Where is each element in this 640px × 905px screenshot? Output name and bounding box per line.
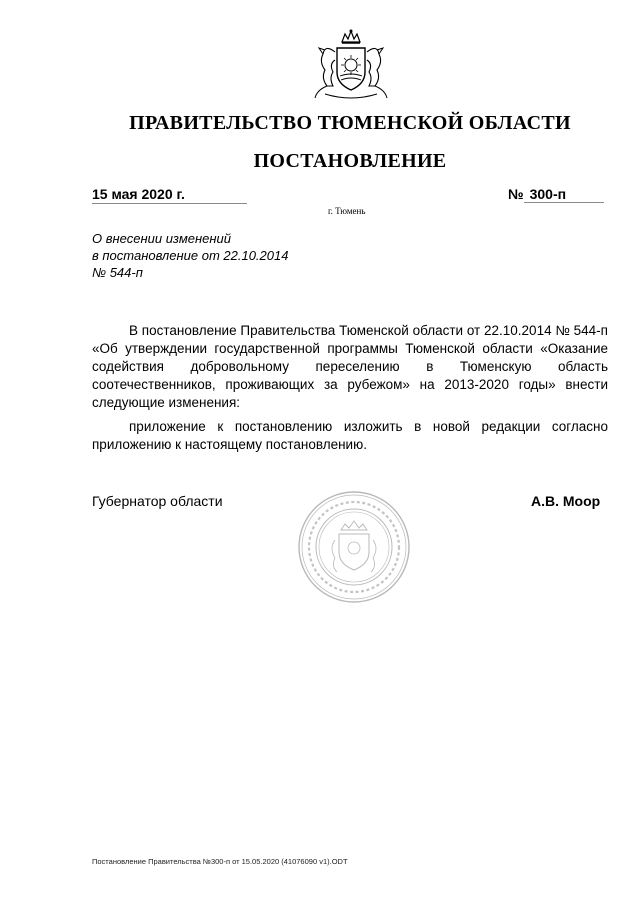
document-subject: [92, 230, 352, 281]
document-date: 15 мая 2020 г.: [92, 186, 247, 204]
coat-of-arms-icon: [309, 28, 393, 104]
city: г. Тюмень: [328, 206, 366, 216]
footer-file-info: Постановление Правительства №300-п от 15.05.2020 (41076090 v1).ODT: [92, 857, 348, 866]
number-value: 300-п: [529, 186, 567, 202]
number-sign: №: [508, 186, 524, 202]
official-seal-icon: [297, 490, 411, 604]
signer-name: А.В. Моор: [531, 493, 601, 509]
body-paragraph: приложение к постановлению изложить в новой редакции согласно приложению к настоящему постановлению.: [92, 419, 608, 452]
government-name: ПРАВИТЕЛЬСТВО ТЮМЕНСКОЙ ОБЛАСТИ: [129, 112, 571, 134]
subject-line: О внесении изменений: [92, 231, 231, 246]
document-type: ПОСТАНОВЛЕНИЕ: [253, 150, 447, 172]
document-number: [508, 186, 604, 203]
signer-title: Губернатор области: [92, 493, 223, 509]
document-body: [92, 322, 608, 460]
subject-line: № 544-п: [92, 265, 143, 280]
number-underline: [524, 202, 604, 203]
subject-line: в постановление от 22.10.2014: [92, 248, 289, 263]
body-paragraph: В постановление Правительства Тюменской области от 22.10.2014 № 544-п «Об утверждении государственной программы Тюменской области «Оказание содействия добровольному переселению в Тюменскую область соотечественников, проживающих за рубежом» на 2013-2020 годы» внести следующие изменения:: [92, 323, 608, 410]
